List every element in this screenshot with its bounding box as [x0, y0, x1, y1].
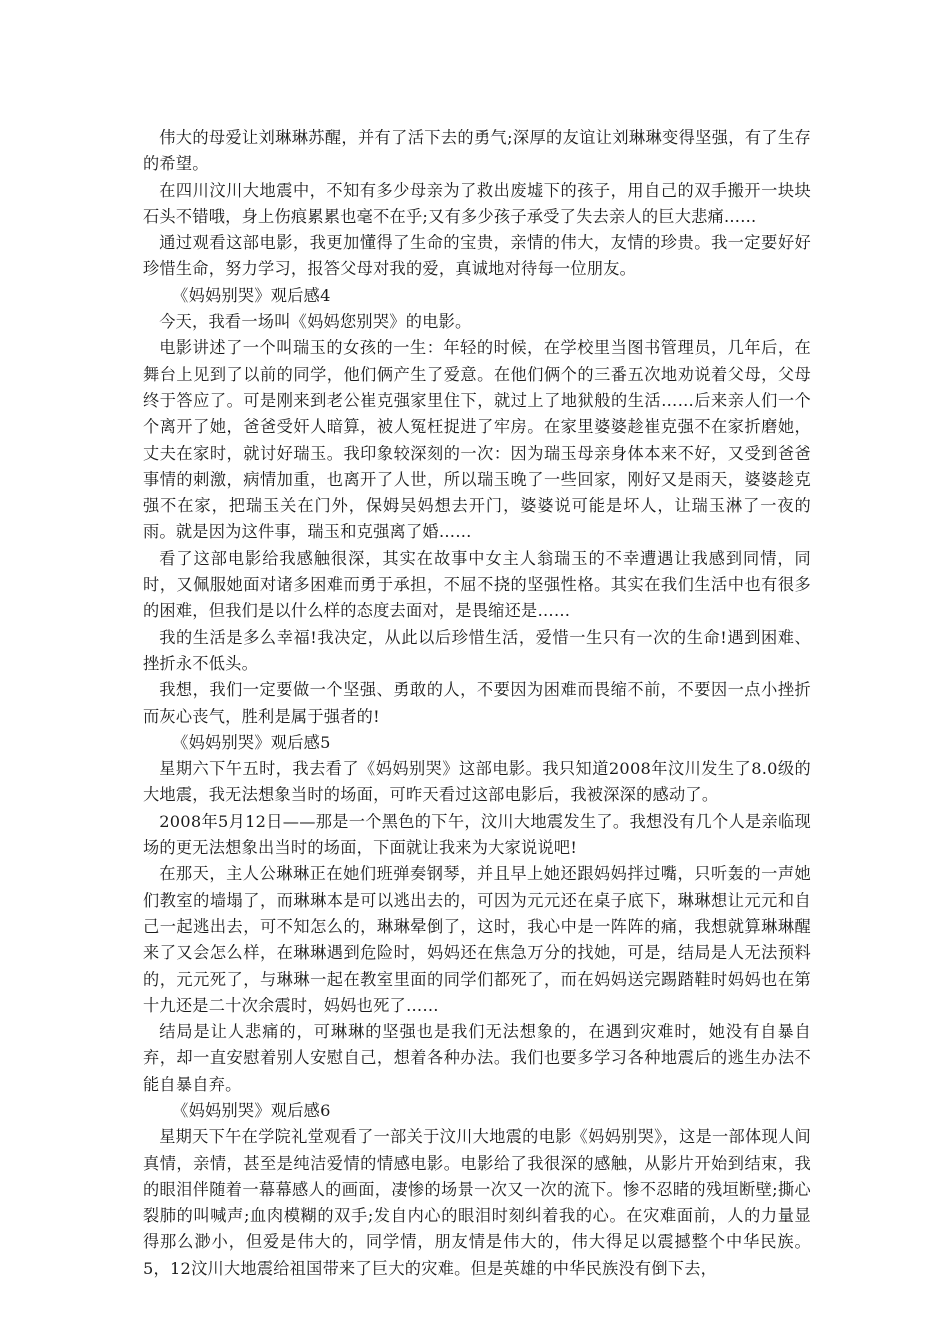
document-body [143, 125, 811, 1282]
paragraph: 在那天，主人公琳琳正在她们班弹奏钢琴，并且早上她还跟妈妈拌过嘴，只听轰的一声她们教室的墙塌了，而琳琳本是可以逃出去的，可因为元元还在桌子底下，琳琳想让元元和自己一起逃出去，可不知怎么的，琳琳晕倒了，这时，我心中是一阵阵的痛，我想就算琳琳醒来了又会怎么样，在琳琳遇到危险时，妈妈还在焦急万分的找她，可是，结局是人无法预料的，元元死了，与琳琳一起在教室里面的同学们都死了，而在妈妈送完踢踏鞋时妈妈也在第十九还是二十次余震时，妈妈也死了…… [143, 864, 811, 1015]
paragraph: 在四川汶川大地震中，不知有多少母亲为了救出废墟下的孩子，用自己的双手搬开一块块石头不错哦，身上伤痕累累也毫不在乎;又有多少孩子承受了失去亲人的巨大悲痛...... [143, 180, 811, 226]
paragraph: 星期六下午五时，我去看了《妈妈别哭》这部电影。我只知道2008年汶川发生了8.0级的大地震，我无法想象当时的场面，可昨天看过这部电影后，我被深深的感动了。 [143, 759, 811, 805]
paragraph: 电影讲述了一个叫瑞玉的女孩的一生：年轻的时候，在学校里当图书管理员，几年后，在舞台上见到了以前的同学，他们俩产生了爱意。在他们俩个的三番五次地劝说着父母，父母终于答应了。可是刚来到老公崔克强家里住下，就过上了地狱般的生活……后来亲人们一个个离开了她，爸爸受奸人暗算，被人冤枉捉进了牢房。在家里婆婆趁崔克强不在家折磨她，丈夫在家时，就讨好瑞玉。我印象较深刻的一次：因为瑞玉母亲身体本来不好，又受到爸爸事情的刺激，病情加重，也离开了人世，所以瑞玉晚了一些回家，刚好又是雨天，婆婆趁克强不在家，把瑞玉关在门外，保姆吴妈想去开门，婆婆说可能是坏人，让瑞玉淋了一夜的雨。就是因为这件事，瑞玉和克强离了婚…… [143, 338, 811, 542]
paragraph: 我想，我们一定要做一个坚强、勇敢的人，不要因为困难而畏缩不前，不要因一点小挫折而灰心丧气，胜利是属于强者的! [143, 680, 811, 726]
paragraph: 通过观看这部电影，我更加懂得了生命的宝贵，亲情的伟大，友情的珍贵。我一定要好好珍惜生命，努力学习，报答父母对我的爱，真诚地对待每一位朋友。 [143, 233, 811, 279]
paragraph: 我的生活是多么幸福!我决定，从此以后珍惜生活，爱惜一生只有一次的生命!遇到困难、挫折永不低头。 [143, 627, 811, 673]
paragraph: 伟大的母爱让刘琳琳苏醒，并有了活下去的勇气;深厚的友谊让刘琳琳变得坚强，有了生存的希望。 [143, 128, 811, 174]
paragraph: 星期天下午在学院礼堂观看了一部关于汶川大地震的电影《妈妈别哭》，这是一部体现人间真情，亲情，甚至是纯洁爱情的情感电影。电影给了我很深的感触，从影片开始到结束，我的眼泪伴随着一幕幕感人的画面，凄惨的场景一次又一次的流下。惨不忍睹的残垣断壁;撕心裂肺的叫喊声;血肉模糊的双手;发自内心的眼泪时刻纠着我的心。在灾难面前，人的力量显得那么渺小，但爱是伟大的，同学情，朋友情是伟大的，伟大得足以震撼整个中华民族。5，12汶川大地震给祖国带来了巨大的灾难。但是英雄的中华民族没有倒下去， [143, 1127, 811, 1278]
paragraph: 2008年5月12日——那是一个黑色的下午，汶川大地震发生了。我想没有几个人是亲临现场的更无法想象出当时的场面，下面就让我来为大家说说吧! [143, 811, 811, 858]
section-heading: 《妈妈别哭》观后感5 [172, 732, 331, 752]
paragraph: 今天，我看一场叫《妈妈您别哭》的电影。 [159, 312, 472, 332]
section-heading: 《妈妈别哭》观后感4 [172, 285, 331, 305]
section-heading: 《妈妈别哭》观后感6 [172, 1100, 331, 1120]
paragraph: 看了这部电影给我感触很深，其实在故事中女主人翁瑞玉的不幸遭遇让我感到同情，同时，又佩服她面对诸多困难而勇于承担，不屈不挠的坚强性格。其实在我们生活中也有很多的困难，但我们是以什么样的态度去面对，是畏缩还是…… [143, 548, 811, 621]
paragraph: 结局是让人悲痛的，可琳琳的坚强也是我们无法想象的，在遇到灾难时，她没有自暴自弃，却一直安慰着别人安慰自己，想着各种办法。我们也要多学习各种地震后的逃生办法不能自暴自弃。 [143, 1022, 811, 1094]
